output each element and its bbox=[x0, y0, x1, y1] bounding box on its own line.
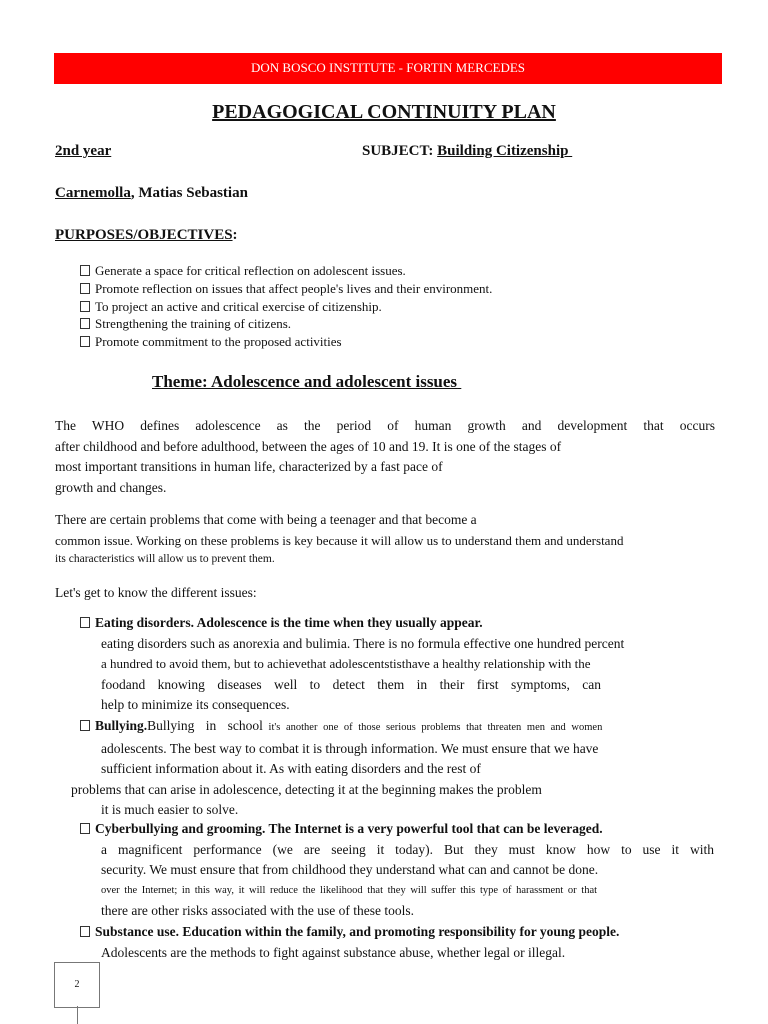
issues-lead: Let's get to know the different issues: bbox=[55, 585, 257, 600]
subject-value: Building Citizenship bbox=[437, 143, 569, 159]
checkbox-icon bbox=[80, 617, 90, 628]
issue-heading: Eating disorders. Adolescence is the time when they usually appear. bbox=[95, 615, 483, 630]
issue-bullying: Bullying.Bullying in school it's another one of those serious problems that threaten men and women adolescents. The best way to combat it is through information. We must ensure that we have sufficient information about it. As with eating disorders and the rest of problems that can arise in adolescence, detecting it at the beginning makes the problem it is much easier to solve. bbox=[71, 718, 603, 817]
theme-text: Theme: Adolescence and adolescent issues bbox=[152, 372, 458, 391]
issue-heading: Bullying. bbox=[95, 718, 148, 733]
issue-substance-use: Substance use. Education within the family, and promoting responsibility for young people. Adolescents are the methods to fight against substance abuse, whether legal or illegal. bbox=[80, 922, 714, 963]
checkbox-icon bbox=[80, 823, 90, 834]
list-item: Promote commitment to the proposed activities bbox=[80, 333, 492, 351]
author-given: , Matias Sebastian bbox=[130, 185, 248, 201]
checkbox-icon bbox=[80, 265, 90, 276]
author-surname: Carnemolla bbox=[55, 185, 131, 201]
list-item: Strengthening the training of citizens. bbox=[80, 315, 492, 333]
objectives-heading-text: PURPOSES/OBJECTIVES bbox=[55, 227, 233, 243]
subject-line bbox=[362, 143, 660, 160]
year-label bbox=[55, 143, 111, 160]
problems-paragraph: There are certain problems that come with being a teenager and that become a common issue. Working on these problems is key because it will allow us to understand them and understand its characteristics will allow us to prevent them. bbox=[55, 512, 624, 565]
page-number-tick bbox=[77, 1006, 78, 1024]
checkbox-icon bbox=[80, 336, 90, 347]
issue-cyberbullying: Cyberbullying and grooming. The Internet is a very powerful tool that can be leveraged. a magnificent performance (we are seeing it today). But they must know how to use it with security. We must ensure that from childhood they understand what can and cannot be done. over the Internet; in this way, it will reduce the likelihood that they will suffer this type of harassment or that there are other risks associated with the use of these tools. bbox=[80, 819, 714, 922]
theme-heading bbox=[152, 372, 565, 392]
page-number: 2 bbox=[54, 962, 100, 1008]
issue-eating-disorders: Eating disorders. Adolescence is the time when they usually appear. eating disorders such as anorexia and bulimia. There is no formula effective one hundred percent a hundred to avoid them, but to achievethat adolescentstisthave a healthy relationship with the foodand knowing diseases well to detect them in their first symptoms, can help to minimize its consequences. bbox=[80, 613, 714, 716]
list-item: Promote reflection on issues that affect people's lives and their environment. bbox=[80, 280, 492, 298]
year-text: 2nd year bbox=[55, 143, 112, 159]
checkbox-icon bbox=[80, 318, 90, 329]
issue-heading: Cyberbullying and grooming. The Internet is a very powerful tool that can be leveraged. bbox=[95, 821, 603, 836]
issue-heading: Substance use. Education within the family, and promoting responsibility for young people. bbox=[95, 924, 620, 939]
page-title: PEDAGOGICAL CONTINUITY PLAN bbox=[212, 101, 556, 123]
checkbox-icon bbox=[80, 283, 90, 294]
objectives-list bbox=[80, 262, 492, 351]
intro-paragraph: The WHO defines adolescence as the period of human growth and development that occurs after childhood and before adulthood, between the ages of 10 and 19. It is one of the stages of most important transitions in human life, characterized by a fast pace of growth and changes. bbox=[55, 418, 715, 495]
objectives-heading: PURPOSES/OBJECTIVES: bbox=[55, 227, 238, 243]
checkbox-icon bbox=[80, 301, 90, 312]
checkbox-icon bbox=[80, 720, 90, 731]
subject-label: SUBJECT: bbox=[362, 143, 438, 159]
list-item: To project an active and critical exercise of citizenship. bbox=[80, 298, 492, 316]
header-banner: DON BOSCO INSTITUTE - FORTIN MERCEDES bbox=[54, 53, 722, 84]
checkbox-icon bbox=[80, 926, 90, 937]
list-item: Generate a space for critical reflection on adolescent issues. bbox=[80, 262, 492, 280]
author-name bbox=[55, 185, 248, 202]
